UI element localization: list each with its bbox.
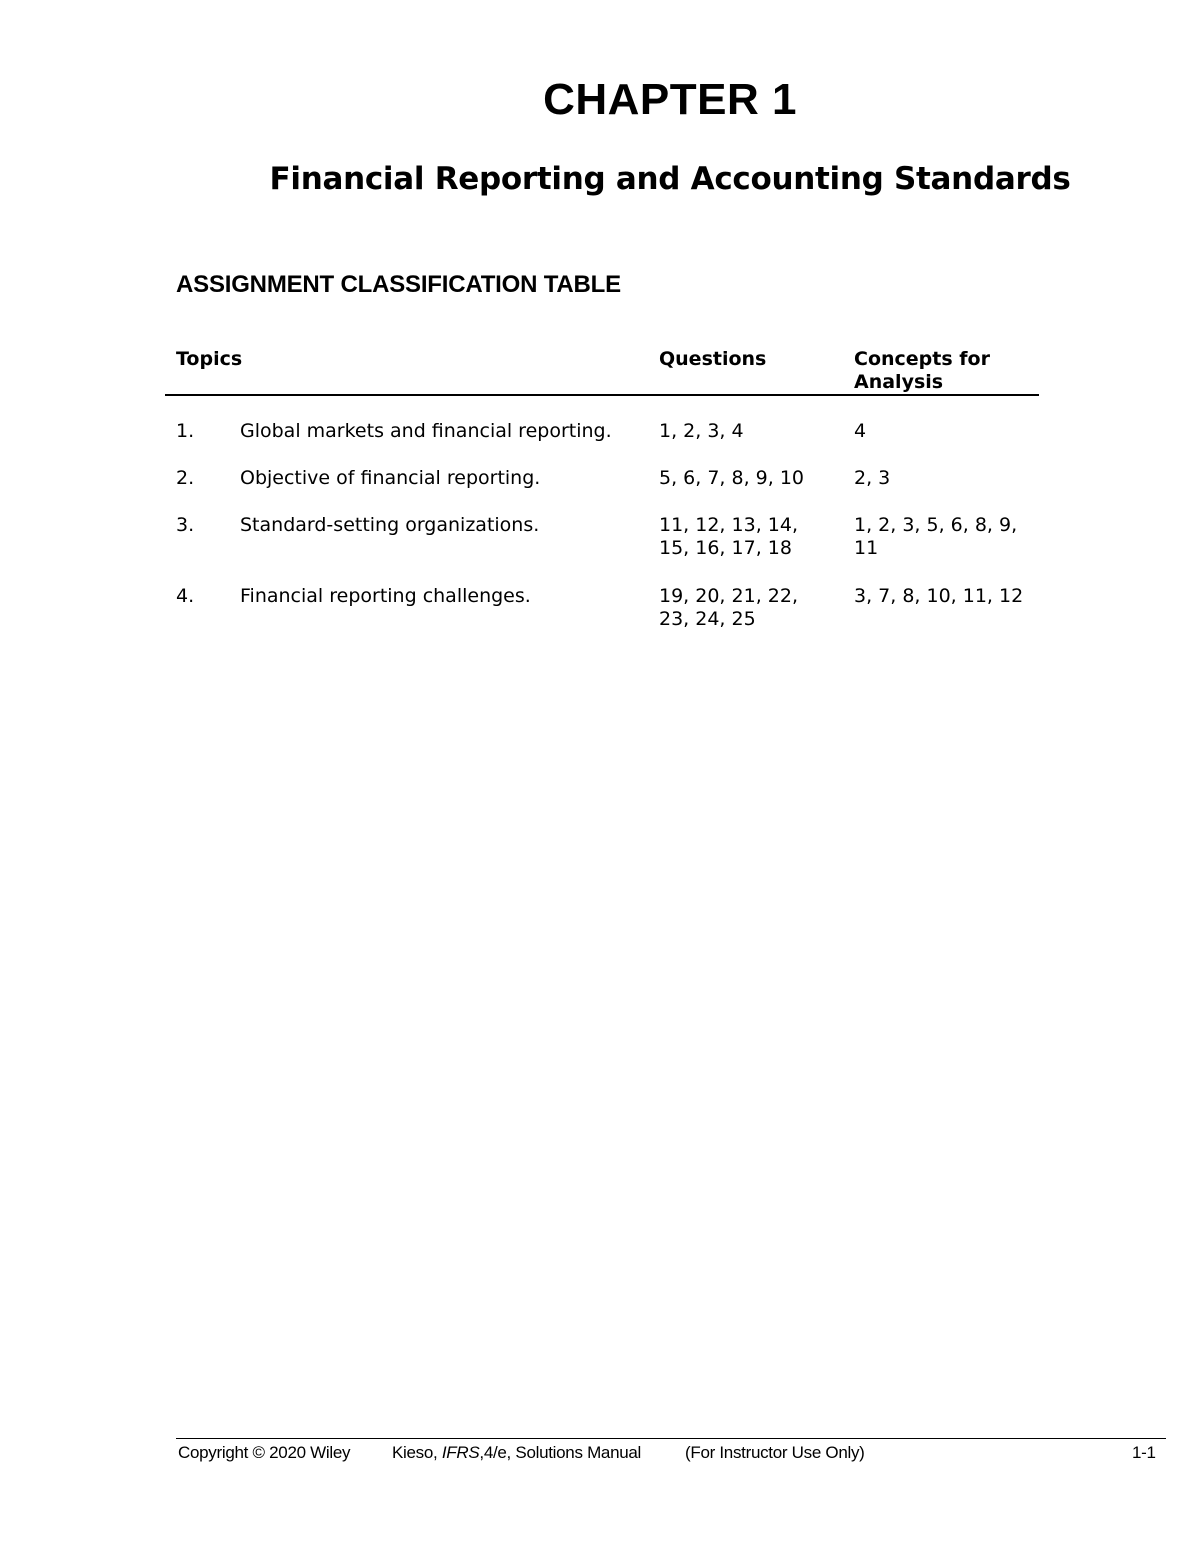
footer-copyright: Copyright © 2020 Wiley [178, 1443, 351, 1462]
footer-edition: ,4/e, Solutions Manual [479, 1443, 642, 1462]
row-topic: Financial reporting challenges. [240, 585, 531, 607]
row-questions: 5, 6, 7, 8, 9, 10 [659, 467, 805, 489]
footer-usage-note: (For Instructor Use Only) [685, 1443, 865, 1462]
row-topic: Global markets and financial reporting. [240, 420, 612, 442]
row-number: 2. [176, 467, 195, 489]
row-questions: 1, 2, 3, 4 [659, 420, 744, 442]
row-questions: 11, 12, 13, 14, 15, 16, 17, 18 [659, 514, 798, 559]
row-number: 1. [176, 420, 195, 442]
row-questions: 19, 20, 21, 22, 23, 24, 25 [659, 585, 798, 630]
footer-book: IFRS [441, 1443, 480, 1462]
column-header-topics: Topics [176, 348, 243, 370]
row-concepts: 2, 3 [854, 467, 891, 489]
row-concepts: 4 [854, 420, 867, 442]
chapter-subtitle: Financial Reporting and Accounting Standards [269, 161, 1071, 197]
section-heading: ASSIGNMENT CLASSIFICATION TABLE [176, 271, 621, 298]
footer-divider [176, 1438, 1166, 1439]
footer-manual-title [392, 1442, 641, 1464]
footer-author: Kieso, [392, 1443, 442, 1462]
row-number: 3. [176, 514, 195, 536]
chapter-title: CHAPTER 1 [543, 75, 797, 124]
row-topic: Standard-setting organizations. [240, 514, 540, 536]
row-number: 4. [176, 585, 195, 607]
row-concepts: 1, 2, 3, 5, 6, 8, 9, 11 [854, 514, 1018, 559]
header-divider [165, 394, 1039, 396]
row-concepts: 3, 7, 8, 10, 11, 12 [854, 585, 1024, 607]
row-topic: Objective of financial reporting. [240, 467, 541, 489]
column-header-concepts: Concepts for Analysis [854, 348, 990, 393]
page-number: 1-1 [1132, 1443, 1156, 1462]
column-header-questions: Questions [659, 348, 767, 370]
